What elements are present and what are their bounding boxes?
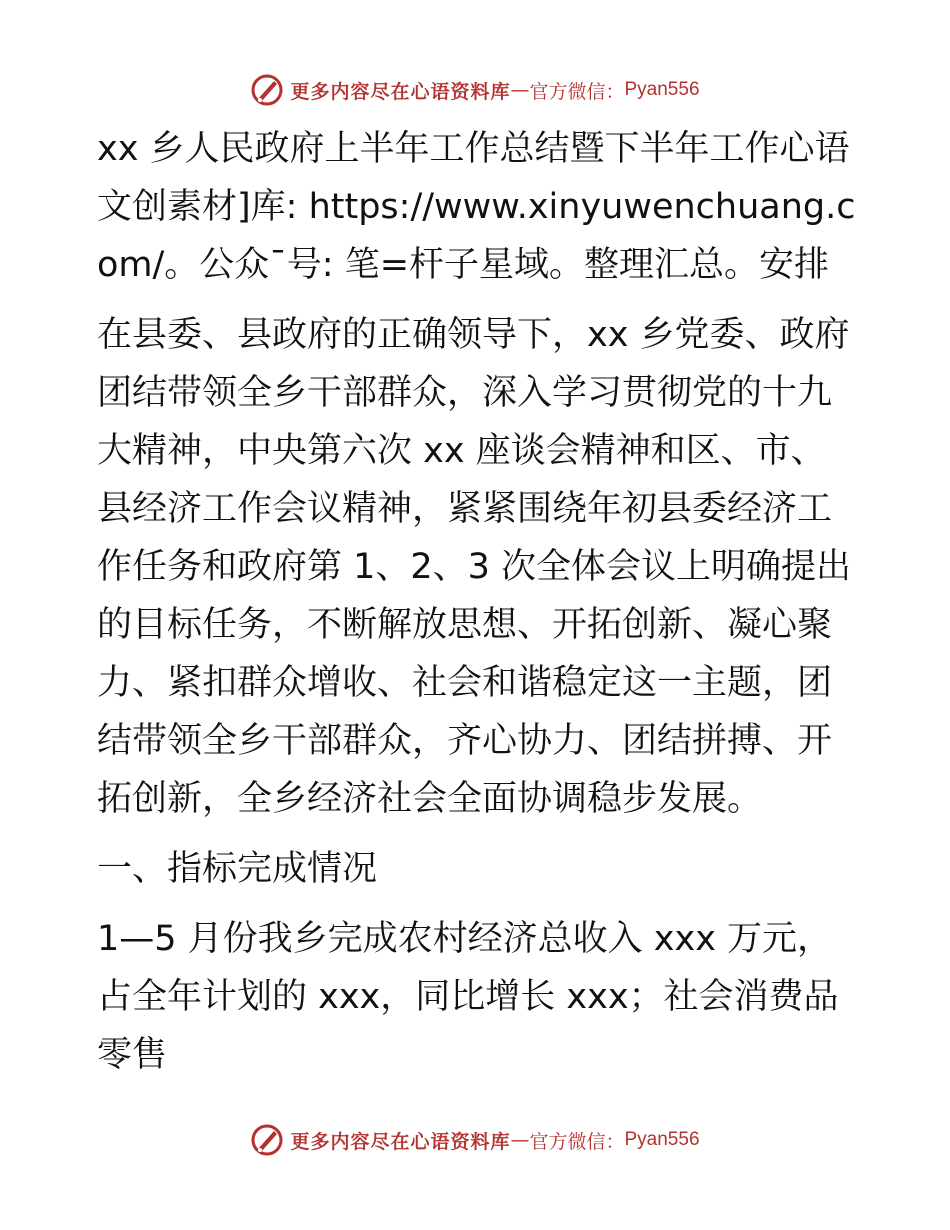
banner-separator: — (510, 1129, 530, 1151)
pen-logo-icon (250, 1123, 284, 1157)
banner-wechat-id: Pyan556 (624, 79, 700, 100)
banner-wechat-id: Pyan556 (624, 1129, 700, 1150)
document-title: xx 乡人民政府上半年工作总结暨下半年工作心语文创素材]库: https://www.xinyuwenchuang.com/。公众¯号: 笔=杆子星域。整理汇总。安排 (97, 129, 856, 285)
banner-separator: — (510, 79, 530, 101)
section-heading: 一、指标完成情况 (97, 849, 378, 889)
intro-paragraph: 在县委、县政府的正确领导下，xx 乡党委、政府团结带领全乡干部群众，深入学习贯彻党的十九大精神，中央第六次 xx 座谈会精神和区、市、县经济工作会议精神，紧紧围绕年初县委经济工作任务和政府第 1、2、3 次全体会议上明确提出的目标任务，不断解放思想、开拓创新、凝心聚力、紧扣群众增收、社会和谐稳定这一主题，团结带领全乡干部群众，齐心协力、团结拼搏、开拓创新，全乡经济社会全面协调稳步发展。 (97, 315, 852, 819)
document-body (97, 120, 857, 1096)
section-paragraph: 1—5 月份我乡完成农村经济总收入 xxx 万元，占全年计划的 xxx，同比增长 xxx；社会消费品零售 (97, 919, 839, 1075)
banner-wechat-label: 官方微信： (529, 1130, 625, 1153)
pen-logo-icon (250, 73, 284, 107)
banner-brand-text: 更多内容尽在心语资料库 (290, 80, 511, 103)
banner-wechat-label: 官方微信： (529, 80, 625, 103)
banner-brand-text: 更多内容尽在心语资料库 (290, 1130, 511, 1153)
footer-banner (0, 1120, 950, 1160)
header-banner (0, 70, 950, 110)
